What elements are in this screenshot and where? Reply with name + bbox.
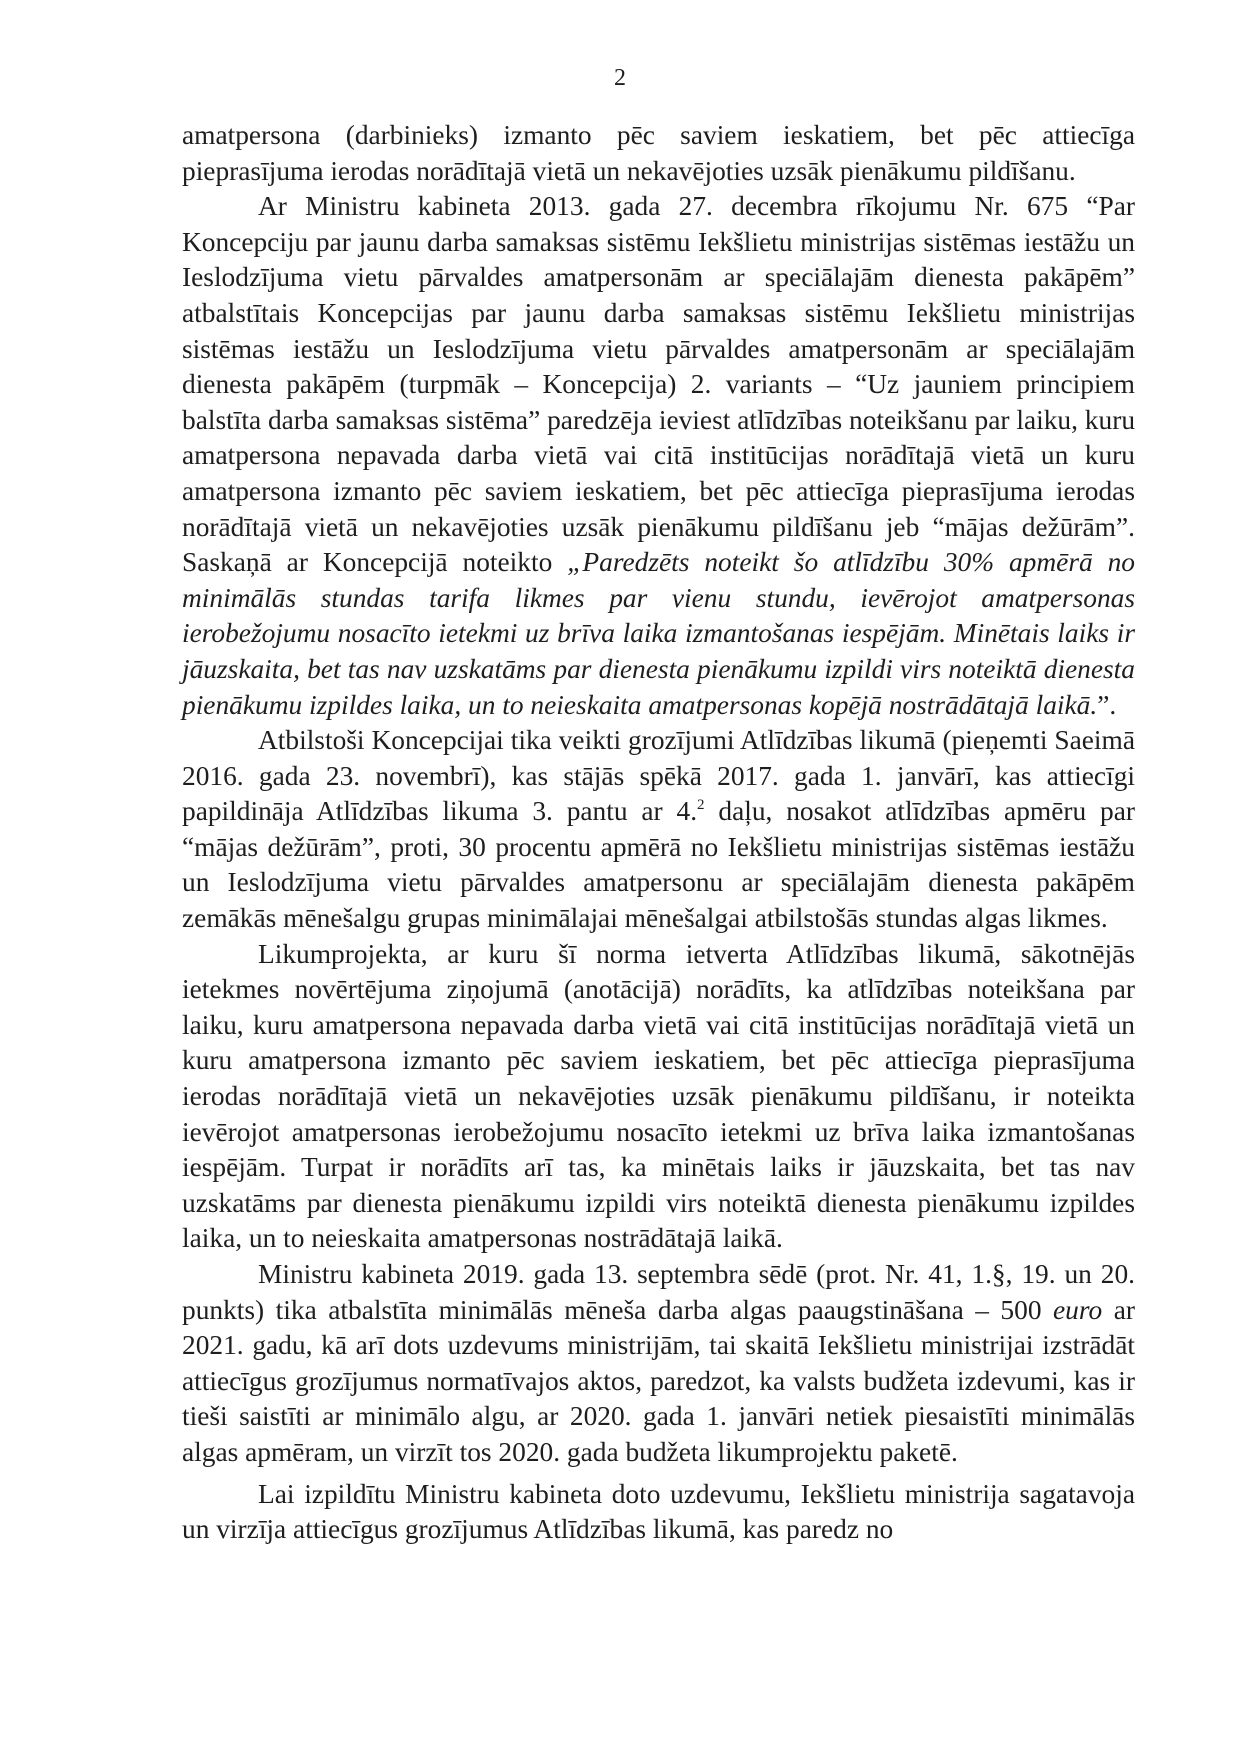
euro-italic: euro <box>1053 1294 1103 1325</box>
paragraph-text: Atbilstoši Koncepcijai tika veikti grozījumi Atlīdzības likumā (pieņemti Saeimā 2016. gada 23. novembrī), kas stājās spēkā 2017. gada 1. janvārī, kas attiecīgi papildināja Atlīdzības likuma 3. pantu ar 4. <box>182 725 1135 827</box>
paragraph-text: Ministru kabineta 2019. gada 13. septembra sēdē (prot. Nr. 41, 1.§, 19. un 20. punkts) tika atbalstīta minimālās mēneša darba algas paaugstināšana – 500 <box>182 1259 1135 1325</box>
paragraph-text: Lai izpildītu Ministru kabineta doto uzdevumu, Iekšlietu ministrija sagatavoja un virzīja attiecīgus grozījumus Atlīdzības likumā, kas paredz no <box>182 1478 1135 1545</box>
paragraph-ministru-kabinets <box>182 1257 1135 1471</box>
page-number: 2 <box>614 65 626 91</box>
paragraph-text: Likumprojekta, ar kuru šī norma ietverta Atlīdzības likumā, sākotnējās ietekmes novērtējuma ziņojumā (anotācijā) norādīts, ka atlīdzības noteikšana par laiku, kuru amatpersona nepavada darba vietā vai citā institūcijas norādītajā vietā un kuru amatpersona izmanto pēc saviem ieskatiem, bet pēc attiecīga pieprasījuma ierodas norādītajā vietā un nekavējoties uzsāk pienākumu pildīšanu, ir noteikta ievērojot amatpersonas ierobežojumu nosacīto ietekmi uz brīva laika izmantošanas iespējām. Turpat ir norādīts arī tas, ka minētais laiks ir jāuzskaita, bet tas nav uzskatāms par dienesta pienākumu izpildi virs noteiktā dienesta pienākumu izpildes laika, un to neieskaita amatpersonas nostrādātajā laikā. <box>182 938 1135 1254</box>
quote-end: ”. <box>1097 689 1117 720</box>
document-body <box>182 118 1135 1548</box>
paragraph-text: ar 2021. gadu, kā arī dots uzdevums ministrijām, tai skaitā Iekšlietu ministrijai izstrādāt attiecīgus grozījumus normatīvajos aktos, paredzot, ka valsts budžeta izdevumi, kas ir tieši saistīti ar minimālo algu, ar 2020. gada 1. janvāri netiek piesaistīti minimālās algas apmēram, un virzīt tos 2020. gada budžeta likumprojektu paketē. <box>182 1294 1135 1467</box>
paragraph-text: daļu, nosakot atlīdzības apmēru par “mājas dežūrām”, proti, 30 procentu apmērā no Iekšlietu ministrijas sistēmas iestāžu un Ieslodzījuma vietu pārvaldes amatpersonu ar speciālajām dienesta pakāpēm zemākās mēnešalgu grupas minimālajai mēnešalgai atbilstošās stundas algas likmes. <box>182 796 1135 934</box>
paragraph-grozijumi <box>182 723 1135 937</box>
quoted-text: „Paredzēts noteikt šo atlīdzību 30% apmērā no minimālās stundas tarifa likmes par vienu stundu, ievērojot amatpersonas ierobežojumu nosacīto ietekmi uz brīva laika izmantošanas iespējām. Minētais laiks ir jāuzskaita, bet tas nav uzskatāms par dienesta pienākumu izpildi virs noteiktā dienesta pienākumu izpildes laika, un to neieskaita amatpersonas kopējā nostrādātajā laikā. <box>182 547 1135 720</box>
paragraph-koncepcija <box>182 189 1135 723</box>
superscript: 2 <box>697 797 705 814</box>
paragraph-uzdevums <box>182 1477 1135 1548</box>
paragraph-likumprojekts <box>182 937 1135 1257</box>
paragraph-continuation <box>182 118 1135 189</box>
paragraph-text: Ar Ministru kabineta 2013. gada 27. decembra rīkojumu Nr. 675 “Par Koncepciju par jaunu darba samaksas sistēmu Iekšlietu ministrijas sistēmas iestāžu un Ieslodzījuma vietu pārvaldes amatpersonām ar speciālajām dienesta pakāpēm” atbalstītais Koncepcijas par jaunu darba samaksas sistēmu Iekšlietu ministrijas sistēmas iestāžu un Ieslodzījuma vietu pārvaldes amatpersonām ar speciālajām dienesta pakāpēm (turpmāk – Koncepcija) 2. variants – “Uz jauniem principiem balstīta darba samaksas sistēma” paredzēja ieviest atlīdzības noteikšanu par laiku, kuru amatpersona nepavada darba vietā vai citā institūcijas norādītajā vietā un kuru amatpersona izmanto pēc saviem ieskatiem, bet pēc attiecīga pieprasījuma ierodas norādītajā vietā un nekavējoties uzsāk pienākumu pildīšanu jeb “mājas dežūrām”. Saskaņā ar Koncepcijā noteikto <box>182 191 1136 578</box>
paragraph-text: amatpersona (darbinieks) izmanto pēc saviem ieskatiem, bet pēc attiecīga pieprasījuma ierodas norādītajā vietā un nekavējoties uzsāk pienākumu pildīšanu. <box>182 120 1135 186</box>
